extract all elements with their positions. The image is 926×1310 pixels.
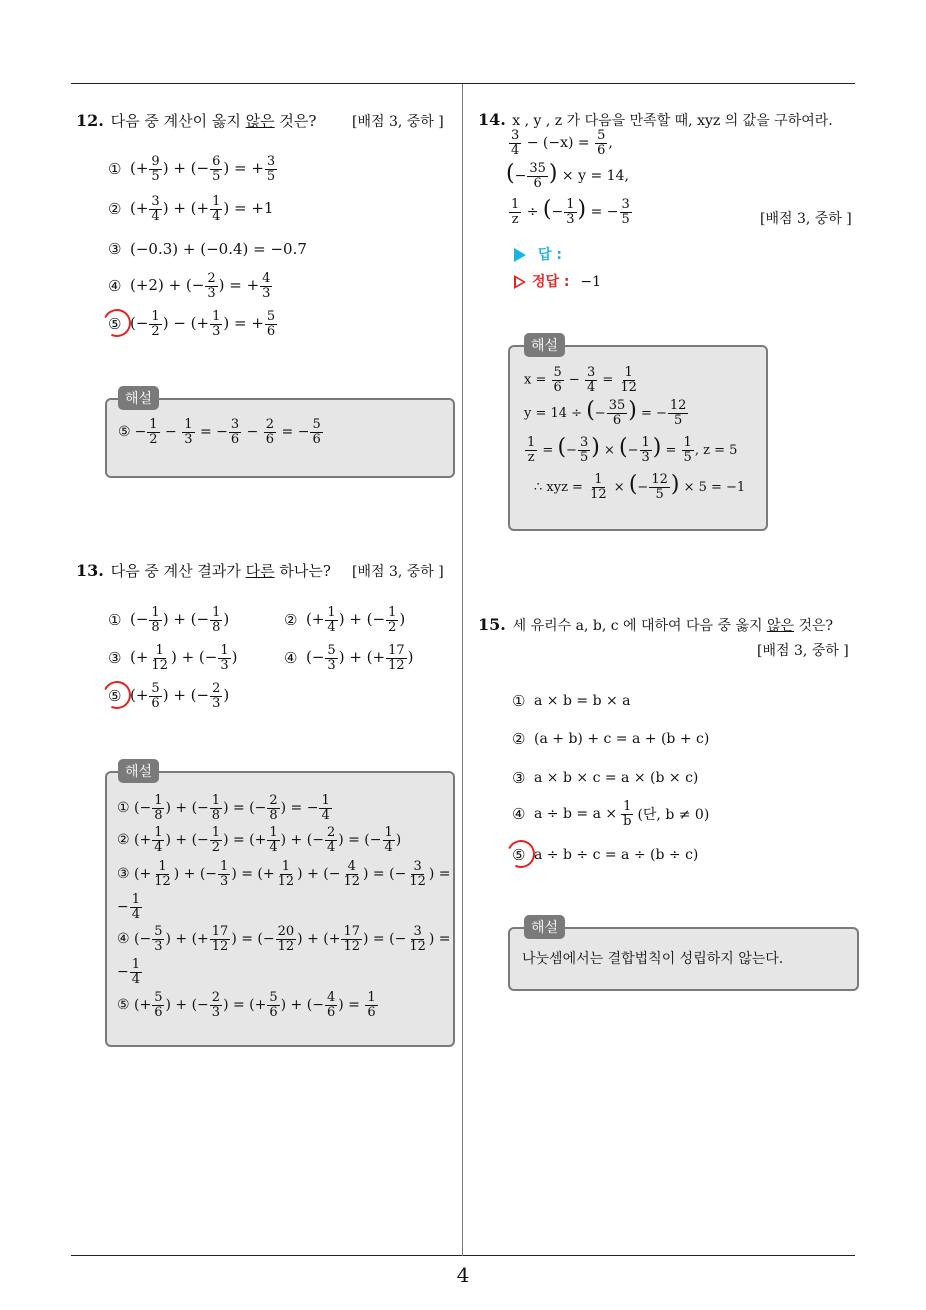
q13-points: [배점 3, 중하 ] <box>352 564 444 580</box>
q13-option-1[interactable]: ① (− $\frac{1}{8}$ ) + (− $\frac{1}{8}$ ) <box>108 605 230 635</box>
q13-option-2[interactable]: ② (+ $\frac{1}{4}$ ) + (− $\frac{1}{2}$ ) <box>284 605 406 635</box>
play-arrow-icon <box>514 248 526 262</box>
q13-number: 13. <box>76 561 104 580</box>
q14-correct-value: −1 <box>580 274 602 290</box>
q12-option-3[interactable]: ③ (−0.3) + (−0.4) = −0.7 <box>108 240 307 258</box>
q15-explanation-text: 나눗셈에서는 결합법칙이 성립하지 않는다. <box>522 951 784 967</box>
q15-prompt-pre: 세 유리수 a, b, c 에 대하여 다음 중 옳지 <box>512 618 767 634</box>
q12-option-4[interactable]: ④ (+2) + (− $\frac{2}{3}$ ) = + $\frac{4}{3}$ <box>108 271 271 301</box>
q15-points: [배점 3, 중하 ] <box>757 643 849 659</box>
bottom-rule <box>71 1255 855 1256</box>
q13-option-3[interactable]: ③ (+ $\frac{1}{12}$ ) + (− $\frac{1}{3}$ ) <box>108 643 238 673</box>
page-number: 4 <box>456 1263 470 1287</box>
q13-explanation-line-2: ② (+ $\frac{1}{4}$ ) + (− $\frac{1}{2}$ ) = (+ $\frac{1}{4}$ ) + (− $\frac{2}{4}$ ) = (− $\frac{1}{4}$ ) <box>117 825 402 855</box>
outline-arrow-icon <box>514 275 526 289</box>
q14-equation-3: $\frac{1}{z}$ ÷ (− $\frac{1}{3}$ ) = − $\frac{3}{5}$ <box>511 196 630 227</box>
q13-prompt-post: 하나는? <box>274 562 331 580</box>
selected-answer-ring <box>503 836 539 872</box>
q15-prompt-post: 것은? <box>794 618 834 634</box>
q14-explanation-line-1: x = $\frac{5}{6}$ − $\frac{3}{4}$ = $\frac{1}{12}$ <box>524 365 637 395</box>
q14-number: 14. <box>478 110 506 129</box>
q15-option-2[interactable]: ② (a + b) + c = a + (b + c) <box>512 730 710 748</box>
q12-explanation-line: ⑤ − $\frac{1}{2}$ − $\frac{1}{3}$ = − $\frac{3}{6}$ − $\frac{2}{6}$ = − $\frac{5}{6}$ <box>118 417 321 447</box>
q13-explanation-line-5: ⑤ (+ $\frac{5}{6}$ ) + (− $\frac{2}{3}$ ) = (+ $\frac{5}{6}$ ) + (− $\frac{4}{6}$ ) = $\frac{1}{6}$ <box>117 990 376 1020</box>
q15-prompt-underline: 않은 <box>767 618 795 634</box>
q15-header <box>478 615 833 635</box>
q12-option-2[interactable]: ② (+ $\frac{3}{4}$ ) + (+ $\frac{1}{4}$ ) = +1 <box>108 194 274 224</box>
q13-explanation-line-3: ③ (+ $\frac{1}{12}$ ) + (− $\frac{1}{3}$ ) = (+ $\frac{1}{12}$ ) + (− $\frac{4}{12}$ ) = (− $\frac{3}{12}$ ) = <box>117 859 451 889</box>
q12-option-1[interactable]: ① (+ $\frac{9}{5}$ ) + (− $\frac{6}{5}$ ) = + $\frac{3}{5}$ <box>108 154 276 184</box>
q12-explanation-tag: 해설 <box>118 386 159 410</box>
q14-answer-row[interactable]: 답 : <box>514 244 562 264</box>
q15-option-5[interactable]: ⑤ a ÷ b ÷ c = a ÷ (b ÷ c) <box>512 846 698 864</box>
q12-prompt-pre: 다음 중 계산이 옳지 <box>110 112 246 130</box>
q14-equation-1: $\frac{3}{4}$ − (−x) = $\frac{5}{6}$ , <box>511 128 613 158</box>
q14-points: [배점 3, 중하 ] <box>760 211 852 227</box>
q13-explanation-line-3b: − $\frac{1}{4}$ <box>117 892 141 922</box>
q14-explanation-line-2: y = 14 ÷ (− $\frac{35}{6}$ ) = − $\frac{12}{5}$ <box>524 398 687 428</box>
q12-number: 12. <box>76 111 104 130</box>
q13-option-5[interactable]: ⑤ (+ $\frac{5}{6}$ ) + (− $\frac{2}{3}$ ) <box>108 682 229 710</box>
q14-explanation-line-4: ∴ xyz = $\frac{1}{12}$ × (− $\frac{12}{5}$ ) × 5 = −1 <box>534 472 746 502</box>
q15-option-1[interactable]: ① a × b = b × a <box>512 692 631 710</box>
q12-prompt-underline: 않은 <box>245 112 275 130</box>
q14-explanation-line-3: $\frac{1}{z}$ = (− $\frac{3}{5}$ ) × (− $\frac{1}{3}$ ) = $\frac{1}{5}$ , z = 5 <box>527 435 738 465</box>
column-divider <box>462 84 463 1256</box>
q14-explanation-tag: 해설 <box>524 333 565 357</box>
q13-prompt-pre: 다음 중 계산 결과가 <box>110 562 246 580</box>
q14-correct-row: 정답 : −1 <box>514 271 601 291</box>
top-rule <box>71 83 855 84</box>
q12-points: [배점 3, 중하 ] <box>352 114 444 130</box>
q15-option-4[interactable]: ④ a ÷ b = a × $\frac{1}{b}$ (단, b ≠ 0) <box>512 799 710 829</box>
q13-header <box>76 560 331 581</box>
q14-prompt: x , y , z 가 다음을 만족할 때, xyz 의 값을 구하여라. <box>507 113 833 129</box>
q12-option-5[interactable]: ⑤ (− $\frac{1}{2}$ ) − (+ $\frac{1}{3}$ ) = + $\frac{5}{6}$ <box>108 310 278 338</box>
q12-prompt-post: 것은? <box>274 112 317 130</box>
q13-explanation-line-4b: − $\frac{1}{4}$ <box>117 957 141 987</box>
q15-number: 15. <box>478 615 506 634</box>
q15-explanation-tag: 해설 <box>524 915 565 939</box>
q12-header <box>76 110 316 131</box>
q13-prompt-underline: 다른 <box>245 562 275 580</box>
q15-option-3[interactable]: ③ a × b × c = a × (b × c) <box>512 769 699 787</box>
q14-header <box>478 110 833 130</box>
q14-equation-2: (− $\frac{35}{6}$ ) × y = 14, <box>506 160 629 191</box>
q13-explanation-line-4: ④ (− $\frac{5}{3}$ ) + (+ $\frac{17}{12}$ ) = (− $\frac{20}{12}$ ) + (+ $\frac{17}{12}$ ) = (− $\frac{3}{12}$ ) = <box>117 924 451 954</box>
q13-explanation-line-1: ① (− $\frac{1}{8}$ ) + (− $\frac{1}{8}$ ) = (− $\frac{2}{8}$ ) = − $\frac{1}{4}$ <box>117 793 330 823</box>
q13-option-4[interactable]: ④ (− $\frac{5}{3}$ ) + (+ $\frac{17}{12}$ ) <box>284 643 414 673</box>
q13-explanation-tag: 해설 <box>118 759 159 783</box>
